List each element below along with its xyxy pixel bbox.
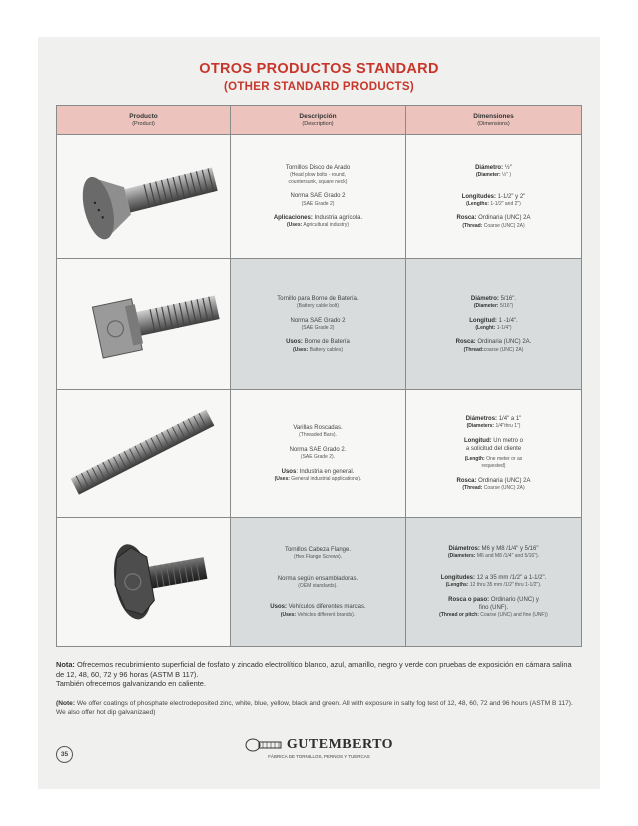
plow-bolt-image — [57, 135, 231, 258]
catalog-page — [38, 37, 600, 789]
header-product: Producto (Product) — [57, 106, 231, 134]
bolt-logo-icon — [245, 738, 283, 752]
page-subtitle: (OTHER STANDARD PRODUCTS) — [223, 81, 414, 93]
products-table — [56, 105, 582, 647]
brand-tagline: FÁBRICA DE TORNILLOS, PERNOS Y TUERCAS — [268, 754, 370, 759]
brand-logo — [38, 737, 600, 759]
battery-bolt-image — [57, 259, 231, 389]
threaded-bar-image — [57, 390, 231, 517]
page-number: 35 — [56, 746, 73, 763]
header-description: Descripción (Description) — [231, 106, 406, 134]
note-english: (Note: We offer coatings of phosphate electrodeposited zinc, white, blue, yellow, black and green. All with exposure in salty fog test of 12, 48, 60, 72 and 96 hours (ASTM B 117). We also offer hot dip galvanizaed) — [56, 700, 573, 716]
row2-description: Tornillo para Borne de Batería. (Battery cable bolt) Norma SAE Grado 2 (SAE Grade 2) Usos: Borne de Batería (Uses: Battery cables) — [231, 259, 406, 389]
flange-bolt-image — [57, 518, 231, 646]
note-spanish: Nota: Ofrecemos recubrimiento superficial de fosfato y zincado electrolítico blanco, azul, amarillo, negro y verde con pruebas de exposición en cámara salina de 12, 48, 60, 72 y 96 horas (ASTM B 117). También ofrecemos galvanizando en caliente. — [56, 660, 572, 689]
row1-description: Tornillos Disco de Arado (Head plow bolts - round, countersunk, square neck) Norma SAE Grado 2 (SAE Grade 2) Aplicaciones: Industria agrícola. (Uses: Agricultural industry) — [231, 135, 406, 258]
row3-description: Varillas Roscadas. (Threaded Bars). Norma SAE Grado 2. (SAE Grade 2). Usos: Industria en general. (Uses: General industrial applications). — [231, 390, 406, 517]
table-row — [57, 259, 581, 390]
table-row — [57, 135, 581, 259]
row2-dimensions: Diámetro: 5/16". (Diameter: 5/16") Longitud: 1 -1/4". (Lenght: 1-1/4") Rosca: Ordinaria (UNC) 2A. (Thread:coarse (UNC) 2A) — [406, 259, 581, 389]
table-row — [57, 390, 581, 518]
row4-description: Tornillos Cabeza Flange. (Hex Flange Screws). Norma según ensambladoras. (OEM standards). Usos: Vehículos diferentes marcas. (Uses: Vehicles different brands). — [231, 518, 406, 646]
table-header — [57, 106, 581, 135]
brand-name: GUTEMBERTO — [286, 737, 394, 752]
header-dimensions: Dimensiones (Dimensions) — [473, 112, 514, 127]
table-row — [57, 518, 581, 646]
page-title: OTROS PRODUCTOS STANDARD — [199, 61, 439, 77]
row3-dimensions: Diámetros: 1/4" a 1" (Diameters: 1/4"thru 1") Longitud: Un metro o a solicitud del cliente (Length: One meter or as requested) Rosca: Ordinaria (UNC) 2A (Thread: Coarse (UNC) 2A) — [406, 390, 581, 517]
row4-dimensions: Diámetros: M6 y M8 /1/4" y 5/16" (Diameters: M6 and M8 /1/4" and 5/16"). Longitudes: 12 a 35 mm /1/2" a 1-1/2". (Lengths: 12 thru 35 mm /1/2" thru 1-1/2"). Rosca o paso: Ordinario (UNC) y fino (UNF). (Thread or pitch: Coarse (UNC) and fine (UNF)) — [406, 518, 581, 646]
row1-dimensions: Diámetro: ½" (Diameter: ½" ) Longitudes: 1-1/2" y 2" (Lengths: 1-1/2" and 2") Rosca: Ordinaria (UNC) 2A (Thread: Coarse (UNC) 2A) — [406, 135, 581, 258]
